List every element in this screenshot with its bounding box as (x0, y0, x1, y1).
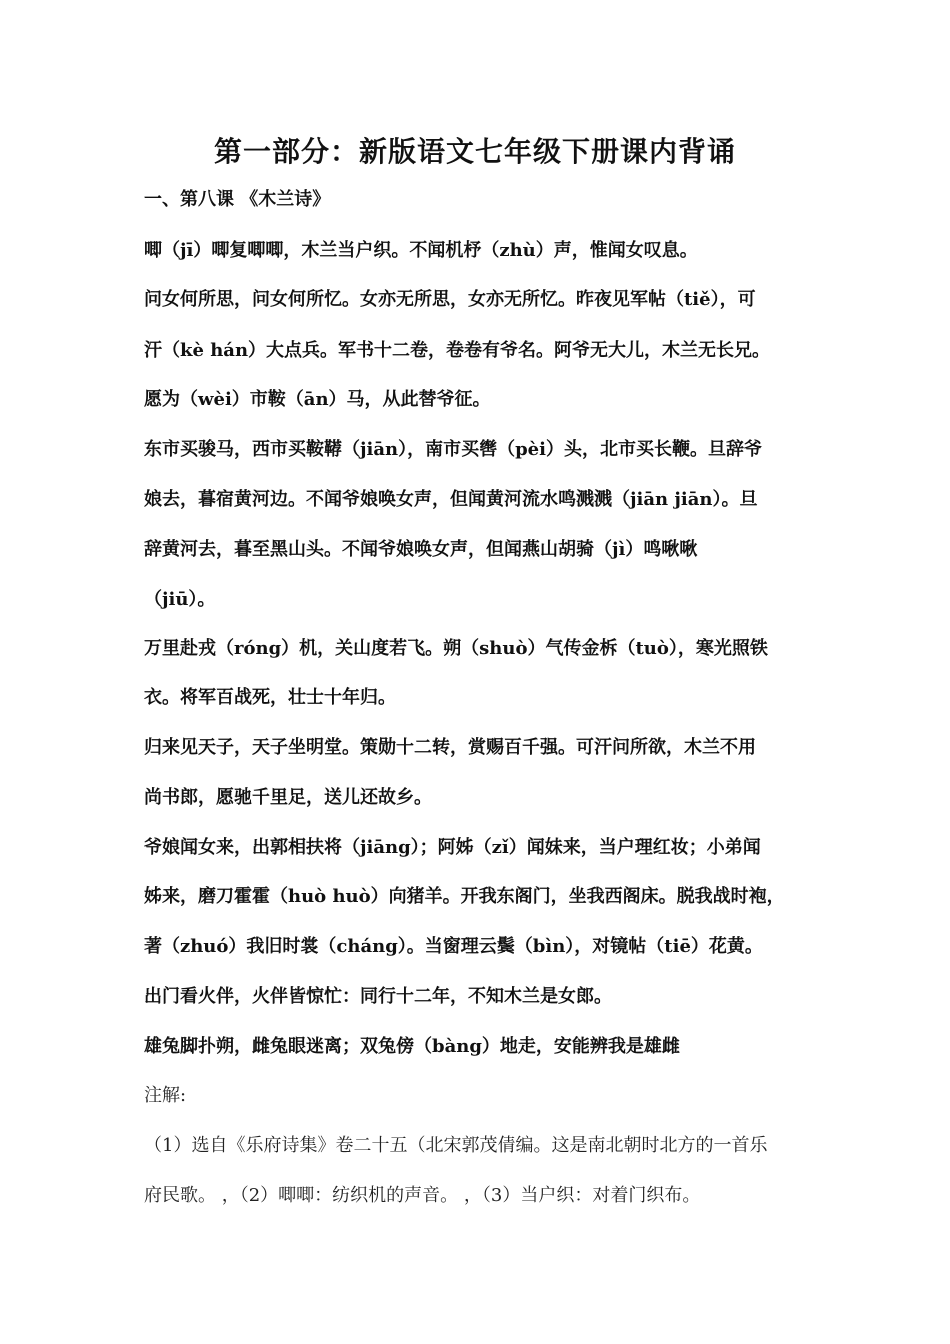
poem-line: 辞黄河去，暮至黑山头。不闻爷娘唤女声，但闻燕山胡骑（jì）鸣啾啾 (144, 539, 698, 560)
poem-line: 问女何所思，问女何所忆。女亦无所思，女亦无所忆。昨夜见军帖（tiě），可 (144, 289, 756, 310)
page-title: 第一部分：新版语文七年级下册课内背诵 (213, 135, 736, 168)
poem-line: 尚书郎，愿驰千里足，送儿还故乡。 (144, 787, 432, 808)
section-heading: 一、第八课 《木兰诗》 (144, 189, 331, 210)
poem-line: （jiū）。 (144, 589, 216, 610)
poem-line: 衣。将军百战死，壮士十年归。 (144, 687, 396, 708)
poem-line: 雄兔脚扑朔，雌兔眼迷离；双兔傍（bàng）地走，安能辨我是雄雌 (144, 1036, 680, 1057)
poem-line: 汗（kè hán）大点兵。军书十二卷，卷卷有爷名。阿爷无大儿，木兰无长兄。 (144, 340, 771, 361)
poem-line: 唧（jī）唧复唧唧，木兰当户织。不闻机杼（zhù）声，惟闻女叹息。 (144, 240, 698, 261)
poem-line: 万里赴戎（róng）机，关山度若飞。朔（shuò）气传金柝（tuò），寒光照铁 (144, 638, 768, 659)
note-line: （1）选自《乐府诗集》卷二十五（北宋郭茂倩编。这是南北朝时北方的一首乐 (144, 1135, 768, 1156)
poem-line: 愿为（wèi）市鞍（ān）马，从此替爷征。 (144, 389, 491, 410)
poem-line: 东市买骏马，西市买鞍鞯（jiān），南市买辔（pèi）头，北市买长鞭。旦辞爷 (144, 439, 762, 460)
poem-line: 爷娘闻女来，出郭相扶将（jiāng）；阿姊（zǐ）闻妹来，当户理红妆；小弟闻 (144, 837, 761, 858)
note-line: 府民歌。 ，（2）唧唧：纺织机的声音。 ，（3）当户织：对着门织布。 (144, 1185, 701, 1206)
notes-heading: 注解: (144, 1085, 187, 1106)
poem-line: 姊来，磨刀霍霍（huò huò）向猪羊。开我东阁门，坐我西阁床。脱我战时袍， (144, 886, 785, 907)
poem-line: 娘去，暮宿黄河边。不闻爷娘唤女声，但闻黄河流水鸣溅溅（jiān jiān）。旦 (144, 489, 758, 510)
poem-line: 出门看火伴，火伴皆惊忙：同行十二年，不知木兰是女郎。 (144, 986, 612, 1007)
poem-line: 著（zhuó）我旧时裳（cháng）。当窗理云鬓（bìn），对镜帖（tiē）花黄。 (144, 936, 763, 957)
poem-line: 归来见天子，天子坐明堂。策勋十二转，赏赐百千强。可汗问所欲，木兰不用 (144, 737, 756, 758)
